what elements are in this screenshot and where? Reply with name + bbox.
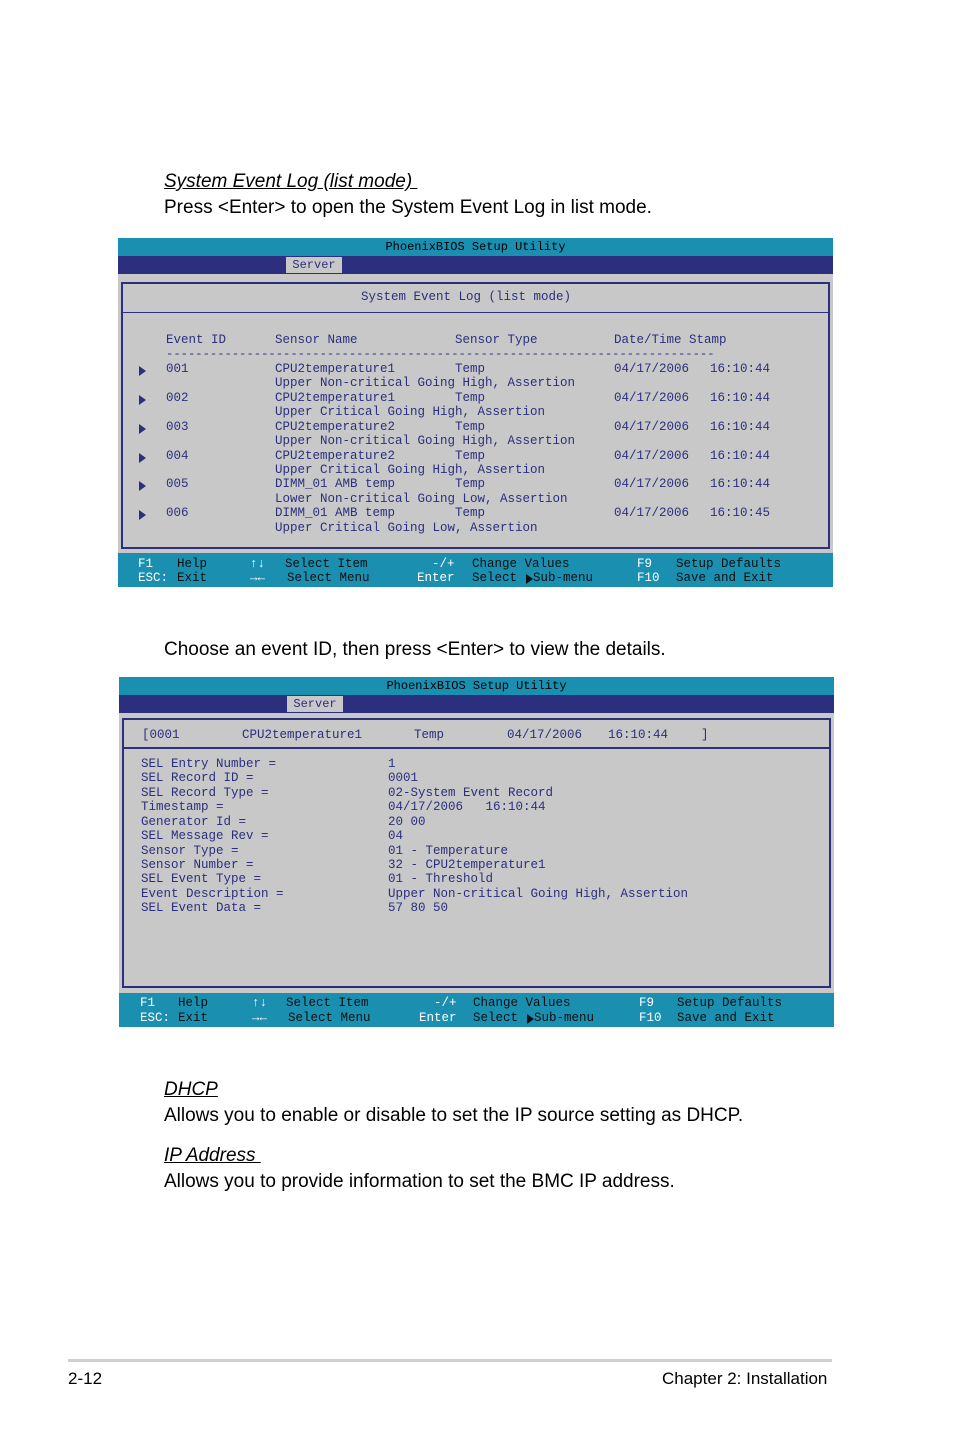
setup-defaults-label: Setup Defaults (676, 557, 782, 571)
column-header-event-id: Event ID (166, 333, 227, 347)
field-label: Timestamp = (141, 800, 224, 814)
event-date: 04/17/2006 (614, 420, 690, 434)
save-exit-label: Save and Exit (677, 1011, 775, 1025)
field-label: SEL Record Type = (141, 786, 269, 800)
left-right-arrows-icon: →← (252, 1011, 268, 1025)
section-heading-dhcp: DHCP (164, 1079, 218, 1100)
field-label: Generator Id = (141, 815, 247, 829)
event-id: 006 (166, 506, 189, 520)
event-description: Upper Non-critical Going High, Assertion (275, 434, 576, 448)
field-label: SEL Message Rev = (141, 829, 269, 843)
event-sensor: CPU2temperature1 (275, 391, 396, 405)
field-value: 01 - Temperature (388, 844, 509, 858)
field-label: SEL Record ID = (141, 771, 254, 785)
intro-text: Press <Enter> to open the System Event Log in list mode. (164, 197, 652, 218)
event-description: Upper Critical Going Low, Assertion (275, 521, 538, 535)
change-values-label: Change Values (472, 557, 570, 571)
field-value: 02-System Event Record (388, 786, 554, 800)
field-value: 01 - Threshold (388, 872, 494, 886)
event-time: 16:10:44 (710, 362, 771, 376)
event-sensor: DIMM_01 AMB temp (275, 506, 396, 520)
tab-server[interactable]: Server (287, 696, 343, 712)
header-open: [0001 (142, 728, 180, 742)
event-id: 002 (166, 391, 189, 405)
bios-menu-bar (118, 256, 833, 274)
column-header-date-time: Date/Time Stamp (614, 333, 727, 347)
f10-key: F10 (639, 1011, 662, 1025)
field-value: 0001 (388, 771, 419, 785)
bios-screen-list (118, 238, 833, 587)
field-label: Sensor Type = (141, 844, 239, 858)
event-time: 16:10:44 (710, 449, 771, 463)
submenu-label: Sub-menu (533, 571, 594, 585)
enter-key: Enter (419, 1011, 457, 1025)
field-label: Sensor Number = (141, 858, 254, 872)
f1-key: F1 (140, 996, 156, 1010)
event-type: Temp (455, 477, 486, 491)
select-item-label: Select Item (285, 557, 368, 571)
select-label: Select (472, 571, 518, 585)
column-header-sensor-type: Sensor Type (455, 333, 538, 347)
save-exit-label: Save and Exit (676, 571, 774, 585)
panel-title: System Event Log (list mode) (361, 290, 572, 304)
chapter-label: Chapter 2: Installation (662, 1369, 828, 1388)
field-value: 04 (388, 829, 404, 843)
field-value: 04/17/2006 16:10:44 (388, 800, 546, 814)
row-pointer-icon (139, 453, 146, 463)
event-description: Lower Non-critical Going Low, Assertion (275, 492, 568, 506)
event-time: 16:10:44 (710, 477, 771, 491)
event-date: 04/17/2006 (614, 449, 690, 463)
event-description: Upper Non-critical Going High, Assertion (275, 376, 576, 390)
minus-plus-key: -/+ (432, 557, 455, 571)
event-sensor: CPU2temperature1 (275, 362, 396, 376)
section-heading-ip-address: IP Address (164, 1145, 261, 1166)
event-sensor: DIMM_01 AMB temp (275, 477, 396, 491)
f9-key: F9 (639, 996, 655, 1010)
updown-arrows-icon: ↑↓ (250, 557, 266, 571)
page-number: 2-12 (68, 1369, 103, 1388)
bios-footer (118, 553, 833, 587)
bios-panel (118, 274, 833, 553)
ip-address-text: Allows you to provide information to set the BMC IP address. (164, 1171, 675, 1192)
field-value: 32 - CPU2temperature1 (388, 858, 546, 872)
f1-label: Help (177, 557, 208, 571)
header-date: 04/17/2006 (507, 728, 583, 742)
f10-key: F10 (637, 571, 660, 585)
event-id: 005 (166, 477, 189, 491)
event-time: 16:10:45 (710, 506, 771, 520)
event-type: Temp (455, 506, 486, 520)
bios-title-bar: PhoenixBIOS Setup Utility (119, 677, 834, 695)
esc-key: ESC: (140, 1011, 171, 1025)
field-value: 57 80 50 (388, 901, 449, 915)
row-pointer-icon (139, 510, 146, 520)
f1-label: Help (178, 996, 209, 1010)
exit-label: Exit (177, 571, 208, 585)
event-date: 04/17/2006 (614, 477, 690, 491)
footer-rule (68, 1359, 832, 1362)
field-label: SEL Event Type = (141, 872, 262, 886)
panel-title-divider (123, 312, 828, 313)
setup-defaults-label: Setup Defaults (677, 996, 783, 1010)
enter-key: Enter (417, 571, 455, 585)
bios-title-bar: PhoenixBIOS Setup Utility (118, 238, 833, 256)
submenu-pointer-icon (526, 574, 533, 584)
bios-panel (119, 713, 834, 993)
column-header-sensor-name: Sensor Name (275, 333, 358, 347)
bios-screen-detail (119, 677, 834, 1026)
field-value: 1 (388, 757, 396, 771)
row-pointer-icon (139, 424, 146, 434)
header-divider (124, 747, 829, 749)
instruction-text: Choose an event ID, then press <Enter> to view the details. (164, 639, 666, 660)
field-value: 20 00 (388, 815, 426, 829)
event-type: Temp (455, 449, 486, 463)
exit-label: Exit (178, 1011, 209, 1025)
header-sensor: CPU2temperature1 (242, 728, 363, 742)
left-right-arrows-icon: →← (250, 571, 266, 585)
esc-key: ESC: (138, 571, 169, 585)
event-id: 003 (166, 420, 189, 434)
column-separator: --------------------------------------------------------------------------- (166, 347, 715, 361)
select-menu-label: Select Menu (287, 571, 370, 585)
event-sensor: CPU2temperature2 (275, 449, 396, 463)
select-menu-label: Select Menu (288, 1011, 371, 1025)
header-close: ] (701, 728, 709, 742)
field-label: Event Description = (141, 887, 284, 901)
change-values-label: Change Values (473, 996, 571, 1010)
minus-plus-key: -/+ (434, 996, 457, 1010)
event-time: 16:10:44 (710, 391, 771, 405)
event-sensor: CPU2temperature2 (275, 420, 396, 434)
event-type: Temp (455, 391, 486, 405)
row-pointer-icon (139, 481, 146, 491)
field-value: Upper Non-critical Going High, Assertion (388, 887, 689, 901)
f9-key: F9 (637, 557, 653, 571)
event-date: 04/17/2006 (614, 362, 690, 376)
event-type: Temp (455, 362, 486, 376)
bios-footer (119, 993, 834, 1027)
field-label: SEL Event Data = (141, 901, 262, 915)
event-date: 04/17/2006 (614, 391, 690, 405)
field-label: SEL Entry Number = (141, 757, 277, 771)
select-item-label: Select Item (286, 996, 369, 1010)
event-date: 04/17/2006 (614, 506, 690, 520)
f1-key: F1 (138, 557, 154, 571)
select-label: Select (473, 1011, 519, 1025)
event-description: Upper Critical Going High, Assertion (275, 463, 546, 477)
submenu-label: Sub-menu (534, 1011, 595, 1025)
event-id: 004 (166, 449, 189, 463)
section-heading-sel-list-mode: System Event Log (list mode) (164, 171, 418, 192)
bios-menu-bar (119, 695, 834, 713)
event-description: Upper Critical Going High, Assertion (275, 405, 546, 419)
submenu-pointer-icon (527, 1014, 534, 1024)
updown-arrows-icon: ↑↓ (252, 996, 268, 1010)
dhcp-text: Allows you to enable or disable to set the IP source setting as DHCP. (164, 1105, 744, 1126)
row-pointer-icon (139, 395, 146, 405)
header-type: Temp (414, 728, 445, 742)
event-id: 001 (166, 362, 189, 376)
row-pointer-icon (139, 366, 146, 376)
event-time: 16:10:44 (710, 420, 771, 434)
tab-server[interactable]: Server (286, 257, 342, 273)
header-time: 16:10:44 (608, 728, 669, 742)
event-type: Temp (455, 420, 486, 434)
